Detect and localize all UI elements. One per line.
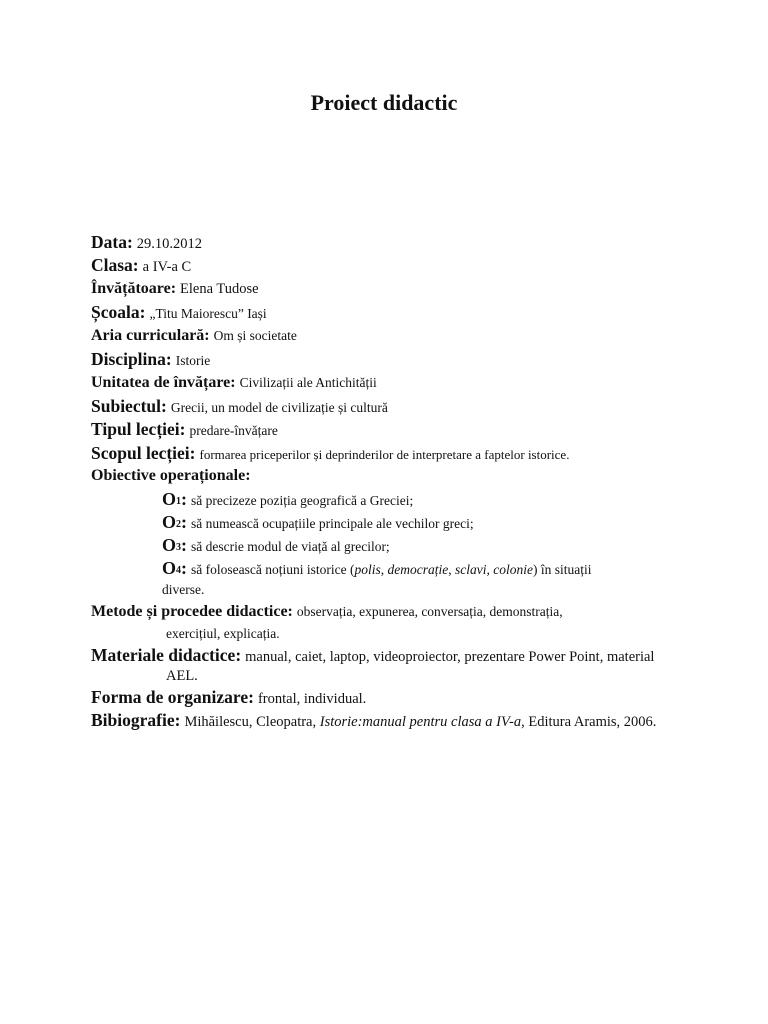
- field-label: Scopul lecției:: [91, 443, 196, 463]
- objective-code: $O_4$:: [162, 558, 188, 578]
- field-value: a IV-a C: [142, 259, 192, 275]
- field-scoala: [91, 303, 267, 323]
- objective-code: $O_3$:: [162, 535, 188, 555]
- field-materiale: [91, 646, 654, 666]
- objective-item: [162, 558, 591, 579]
- objective-item: [162, 535, 390, 556]
- field-value: „Titu Maiorescu” Iași: [149, 306, 267, 321]
- field-scopul: [91, 444, 569, 464]
- field-value: Om și societate: [213, 328, 297, 343]
- objective-code: $O_1$:: [162, 489, 188, 509]
- objective-text: să numească ocupațiile principale ale vechilor greci;: [191, 516, 474, 531]
- field-label: Învățătoare:: [91, 280, 177, 297]
- field-unitatea: [91, 374, 377, 392]
- field-label: Școala:: [91, 302, 146, 322]
- field-label: Bibiografie:: [91, 710, 181, 730]
- field-value-continuation: exercițiul, explicația.: [166, 626, 280, 641]
- field-label: Data:: [91, 232, 133, 252]
- field-value: Elena Tudose: [180, 281, 259, 297]
- objective-text: să descrie modul de viață al grecilor;: [191, 539, 390, 554]
- field-invatatoare: [91, 280, 259, 298]
- field-label: Obiective operaționale:: [91, 467, 251, 484]
- field-value: frontal, individual.: [257, 691, 367, 707]
- field-value: Mihăilescu, Cleopatra, Istorie:manual pentru clasa a IV-a, Editura Aramis, 2006.: [184, 714, 657, 730]
- objective-item: [162, 512, 474, 533]
- field-subiectul: [91, 397, 388, 417]
- field-value: formarea priceperilor și deprinderilor de interpretare a faptelor istorice.: [199, 447, 570, 462]
- field-value: observația, expunerea, conversația, demonstrația,: [296, 604, 563, 619]
- objective-text: să folosească noțiuni istorice (polis, democrație, sclavi, colonie) în situații: [191, 562, 592, 577]
- objective-code: $O_2$:: [162, 512, 188, 532]
- field-value: predare-învățare: [189, 423, 278, 438]
- field-value: Istorie: [175, 353, 211, 368]
- field-clasa: [91, 256, 191, 276]
- field-label: Forma de organizare:: [91, 687, 254, 707]
- field-disciplina: [91, 350, 210, 370]
- field-obiective: [91, 467, 251, 485]
- field-value: Civilizații ale Antichității: [239, 375, 377, 390]
- field-value: 29.10.2012: [136, 236, 203, 252]
- field-value: manual, caiet, laptop, videoproiector, prezentare Power Point, material: [245, 649, 655, 665]
- field-metode: [91, 603, 563, 621]
- document-title: Proiect didactic: [310, 90, 458, 115]
- field-forma: [91, 688, 366, 708]
- field-label: Materiale didactice:: [91, 645, 242, 665]
- field-tipul: [91, 420, 278, 440]
- objective-text: să precizeze poziția geografică a Greciei;: [191, 493, 414, 508]
- field-bibliografie: [91, 711, 656, 731]
- field-label: Unitatea de învățare:: [91, 374, 236, 391]
- field-label: Aria curriculară:: [91, 327, 210, 344]
- field-label: Tipul lecției:: [91, 419, 186, 439]
- objective-item: [162, 489, 413, 510]
- field-label: Metode și procedee didactice:: [91, 603, 293, 620]
- field-value-continuation: AEL.: [166, 668, 198, 684]
- field-data: [91, 233, 202, 253]
- field-label: Clasa:: [91, 255, 139, 275]
- field-label: Disciplina:: [91, 349, 172, 369]
- field-value: Grecii, un model de civilizație și cultură: [170, 400, 388, 415]
- field-label: Subiectul:: [91, 396, 167, 416]
- field-aria: [91, 327, 297, 345]
- objective-text-continuation: diverse.: [162, 582, 205, 597]
